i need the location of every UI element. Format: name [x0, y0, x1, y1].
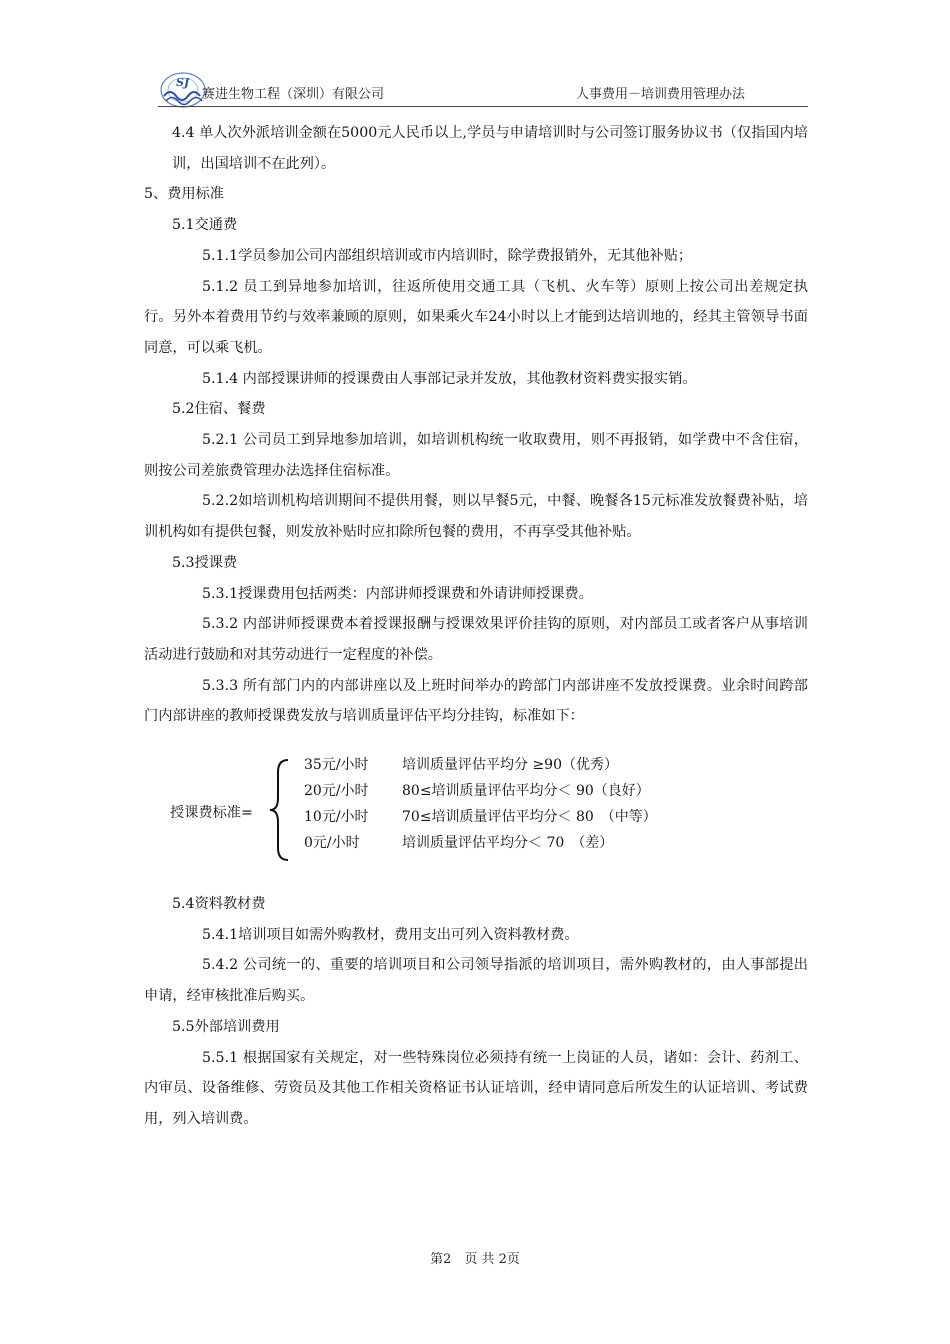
document-body [144, 118, 808, 1135]
paragraph: 5.1.4 内部授课讲师的授课费由人事部记录并发放，其他教材资料费实报实销。 [202, 370, 697, 387]
paragraph: 5.4.2 公司统一的、重要的培训项目和公司领导指派的培训项目，需外购教材的，由人事部提出申请，经审核批准后购买。 [144, 957, 808, 1005]
paragraph: 5.2住宿、餐费 [172, 401, 266, 418]
left-brace-icon [266, 758, 292, 862]
company-logo-icon [158, 70, 208, 110]
page-header [158, 70, 808, 112]
paragraph: 5.5.1 根据国家有关规定，对一些特殊岗位必须持有统一上岗证的人员，诸如：会计、药剂工、内审员、设备维修、劳资员及其他工作相关资格证书认证培训，经申请同意后所发生的认证培训、考试费用，列入培训费。 [144, 1049, 808, 1127]
lecture-fee-standard [144, 752, 808, 869]
paragraph: 5.2.1 公司员工到异地参加培训，如培训机构统一收取费用，则不再报销，如学费中不含住宿，则按公司差旅费管理办法选择住宿标准。 [144, 432, 808, 479]
paragraph: 5.2.2如培训机构培训期间不提供用餐，则以早餐5元，中餐、晚餐各15元标准发放餐费补贴，培训机构如有提供包餐，则发放补贴时应扣除所包餐的费用，不再享受其他补贴。 [144, 493, 808, 541]
paragraph: 5、费用标准 [144, 186, 224, 203]
paragraph: 5.4.1培训项目如需外购教材，费用支出可列入资料教材费。 [202, 926, 579, 943]
header-divider [158, 106, 808, 107]
paragraph: 5.1交通费 [172, 217, 238, 234]
header-document-title: 人事费用－培训费用管理办法 [576, 87, 746, 102]
paragraph: 4.4 单人次外派培训金额在5000元人民币以上,学员与申请培训时与公司签订服务协议书（仅指国内培训，出国培训不在此列）。 [172, 125, 808, 172]
paragraph: 5.4资料教材费 [172, 896, 266, 913]
rate-condition: 80≤培训质量评估平均分＜ 90（良好） [402, 783, 650, 800]
header-company-name: 赛进生物工程（深圳）有限公司 [202, 87, 385, 102]
rate-condition: 培训质量评估平均分＜ 70 （差） [402, 835, 614, 852]
paragraph: 5.3授课费 [172, 554, 238, 571]
rate-amount: 0元/小时 [304, 835, 360, 852]
rate-label: 授课费标准= [170, 805, 253, 822]
rate-amount: 35元/小时 [304, 757, 369, 774]
logo-text: SJ [176, 76, 190, 89]
paragraph: 5.3.1授课费用包括两类：内部讲师授课费和外请讲师授课费。 [202, 585, 593, 602]
page-footer: 第2 页 共 2页 [430, 1252, 520, 1267]
rate-amount: 10元/小时 [304, 809, 369, 826]
rate-condition: 70≤培训质量评估平均分＜ 80 （中等） [402, 809, 657, 826]
paragraph: 5.1.1学员参加公司内部组织培训或市内培训时，除学费报销外，无其他补贴； [202, 247, 693, 264]
body-section-1 [144, 118, 808, 732]
body-section-2 [144, 889, 808, 1135]
paragraph: 5.1.2 员工到异地参加培训，往返所使用交通工具（飞机、火车等）原则上按公司出差规定执行。另外本着费用节约与效率兼顾的原则，如果乘火车24小时以上才能到达培训地的，经其主管领导书面同意，可以乘飞机。 [144, 278, 808, 356]
rate-condition: 培训质量评估平均分 ≥90（优秀） [402, 757, 618, 774]
paragraph: 5.3.2 内部讲师授课费本着授课报酬与授课效果评价挂钩的原则，对内部员工或者客户从事培训活动进行鼓励和对其劳动进行一定程度的补偿。 [144, 616, 808, 663]
paragraph: 5.3.3 所有部门内的内部讲座以及上班时间举办的跨部门内部讲座不发放授课费。业余时间跨部门内部讲座的教师授课费发放与培训质量评估平均分挂钩，标准如下： [144, 677, 808, 725]
paragraph: 5.5外部培训费用 [172, 1018, 280, 1035]
rate-amount: 20元/小时 [304, 783, 369, 800]
